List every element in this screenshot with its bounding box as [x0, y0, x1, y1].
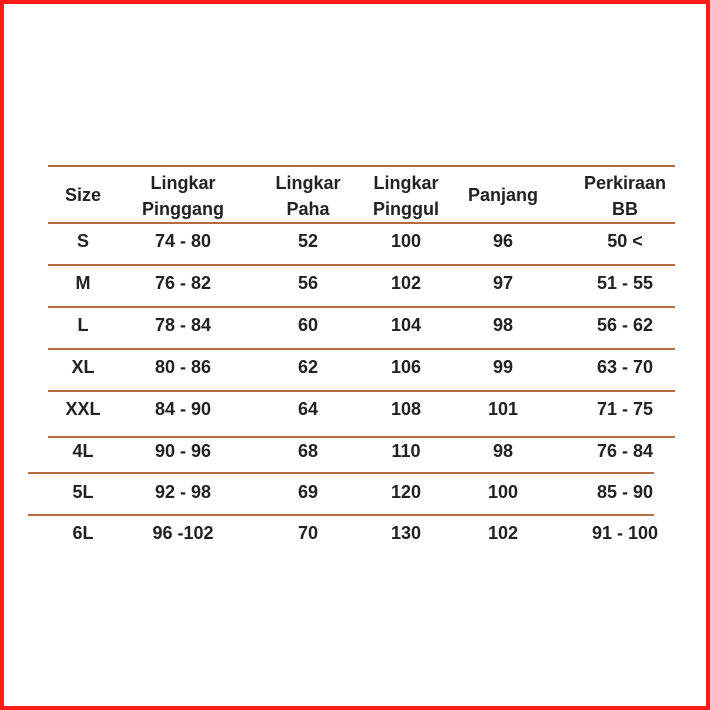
- cell-length: 96: [492, 231, 514, 251]
- cell-weight: 56 - 62: [596, 315, 654, 335]
- cell-hip: 104: [390, 315, 422, 335]
- cell-length: 101: [487, 399, 519, 419]
- cell-length: 102: [487, 523, 519, 543]
- divider-row: [48, 306, 675, 308]
- cell-waist: 74 - 80: [154, 231, 212, 251]
- cell-size: L: [77, 315, 89, 335]
- cell-weight: 76 - 84: [596, 441, 654, 461]
- cell-waist: 76 - 82: [154, 273, 212, 293]
- cell-waist: 96 -102: [152, 523, 214, 543]
- divider-row: [48, 348, 675, 350]
- header-size-line: Size: [64, 185, 102, 205]
- cell-weight: 63 - 70: [596, 357, 654, 377]
- divider-row: [28, 514, 654, 516]
- header-length: [438, 182, 568, 208]
- cell-hip: 120: [390, 482, 422, 502]
- header-hip-line: Lingkar: [373, 173, 439, 193]
- cell-hip: 102: [390, 273, 422, 293]
- cell-weight: 71 - 75: [596, 399, 654, 419]
- header-hip-line: Pinggul: [373, 199, 439, 219]
- cell-waist: 80 - 86: [154, 357, 212, 377]
- cell-size: M: [75, 273, 91, 293]
- divider-row: [48, 264, 675, 266]
- cell-size: 6L: [72, 523, 94, 543]
- divider-row: [28, 472, 654, 474]
- header-waist-line: Pinggang: [142, 199, 224, 219]
- cell-thigh: 62: [297, 357, 319, 377]
- cell-thigh: 69: [297, 482, 319, 502]
- cell-thigh: 52: [297, 231, 319, 251]
- cell-thigh: 60: [297, 315, 319, 335]
- cell-hip: 100: [390, 231, 422, 251]
- cell-hip: 130: [390, 523, 422, 543]
- divider-header: [48, 222, 675, 224]
- cell-weight: 50 <: [607, 231, 643, 251]
- cell-size: S: [76, 231, 89, 251]
- cell-length: 100: [487, 482, 519, 502]
- cell-size: 4L: [72, 441, 94, 461]
- cell-length: 99: [492, 357, 514, 377]
- cell-thigh: 64: [297, 399, 319, 419]
- cell-weight: 85 - 90: [596, 482, 654, 502]
- cell-length: 98: [492, 441, 514, 461]
- cell-hip: 108: [390, 399, 422, 419]
- cell-length: 98: [492, 315, 514, 335]
- cell-size: XL: [71, 357, 95, 377]
- header-weight: [560, 170, 690, 222]
- cell-thigh: 68: [297, 441, 319, 461]
- header-weight-line: Perkiraan: [583, 173, 667, 193]
- cell-size: 5L: [72, 482, 94, 502]
- cell-thigh: 56: [297, 273, 319, 293]
- header-waist-line: Lingkar: [150, 173, 216, 193]
- divider-row: [48, 390, 675, 392]
- cell-waist: 90 - 96: [154, 441, 212, 461]
- cell-weight: 51 - 55: [596, 273, 654, 293]
- header-waist: [118, 170, 248, 222]
- header-length-line: Panjang: [467, 185, 538, 205]
- cell-size: XXL: [65, 399, 101, 419]
- divider-top: [48, 165, 675, 167]
- cell-waist: 78 - 84: [154, 315, 212, 335]
- cell-hip: 106: [390, 357, 422, 377]
- cell-thigh: 70: [297, 523, 319, 543]
- header-weight-line: BB: [612, 199, 638, 219]
- cell-length: 97: [492, 273, 514, 293]
- cell-weight: 91 - 100: [591, 523, 659, 543]
- cell-waist: 92 - 98: [154, 482, 212, 502]
- cell-hip: 110: [391, 441, 421, 461]
- cell-waist: 84 - 90: [154, 399, 212, 419]
- header-thigh-line: Paha: [286, 199, 330, 219]
- header-thigh-line: Lingkar: [275, 173, 341, 193]
